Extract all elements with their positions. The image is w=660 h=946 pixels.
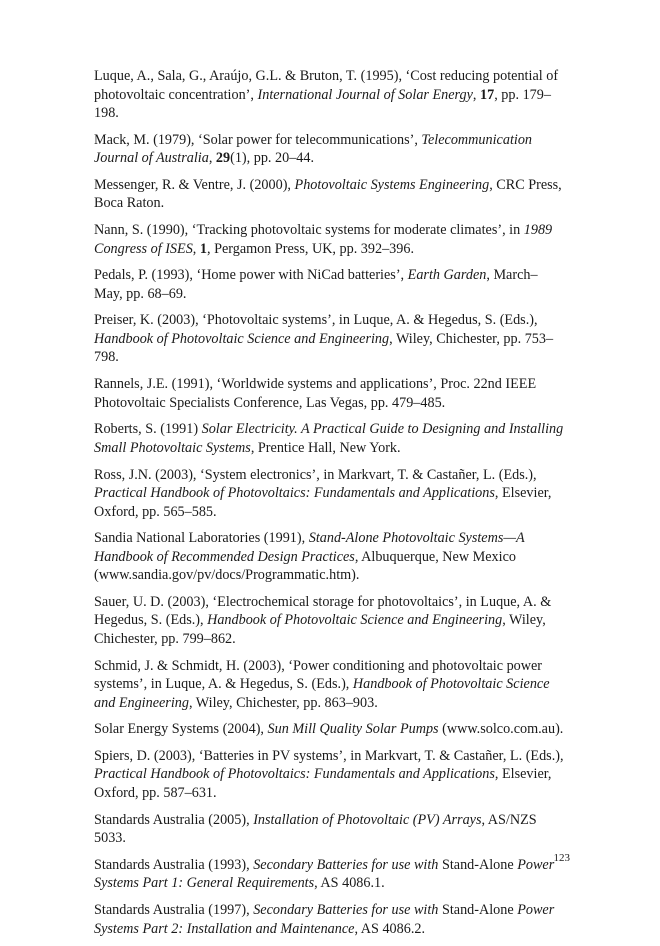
reference-text: , Pergamon Press, UK, pp. 392–396. bbox=[206, 240, 415, 257]
reference-text: Standards Australia (1997), bbox=[94, 902, 254, 918]
reference-text: , AS/NZS 5033. bbox=[94, 811, 537, 847]
reference-text: , pp. 179–198. bbox=[94, 86, 551, 121]
reference-title: Practical Handbook of Photovoltaics: Fundamentals and Applications bbox=[94, 485, 495, 501]
reference-title: Handbook of Photovoltaic Science and Engineering bbox=[207, 612, 503, 629]
reference-title: Stand-Alone Photovoltaic Systems—A Handbook of Recommended Design Practices bbox=[94, 530, 525, 565]
reference-title: Power Systems Part 1: General Requirements bbox=[94, 856, 555, 892]
reference-text: Solar Energy Systems (2004), bbox=[94, 721, 268, 738]
reference-list bbox=[94, 67, 564, 946]
reference-entry bbox=[94, 131, 564, 168]
reference-entry bbox=[94, 901, 564, 938]
reference-text: Spiers, D. (2003), ‘Batteries in PV systems’, in Markvart, T. & Castañer, L. (Eds.), bbox=[94, 747, 564, 764]
reference-text: Standards Australia (2005), bbox=[94, 811, 254, 828]
reference-text: (1), pp. 20–44. bbox=[230, 150, 315, 167]
reference-title: International Journal of Solar Energy bbox=[257, 86, 473, 103]
page-number: 123 bbox=[553, 852, 570, 864]
reference-title: Power Systems Part 2: Installation and Maintenance bbox=[94, 902, 555, 937]
reference-text: , Wiley, Chichester, pp. 799–862. bbox=[94, 612, 546, 647]
reference-title: Handbook of Photovoltaic Science and Engineering bbox=[94, 330, 390, 347]
reference-text: Nann, S. (1990), ‘Tracking photovoltaic systems for moderate climates’, in bbox=[94, 222, 524, 239]
reference-text: , Prentice Hall, New York. bbox=[250, 439, 401, 456]
reference-text: , bbox=[192, 240, 200, 257]
reference-text: , bbox=[208, 150, 216, 167]
reference-entry bbox=[94, 266, 564, 303]
reference-text: , Albuquerque, New Mexico (www.sandia.gov/pv/docs/Programmatic.htm). bbox=[94, 548, 516, 584]
reference-text: , Wiley, Chichester, pp. 753–798. bbox=[94, 330, 554, 366]
reference-title: Sun Mill Quality Solar Pumps bbox=[267, 721, 439, 738]
reference-title: Installation of Photovoltaic (PV) Arrays bbox=[253, 811, 482, 828]
reference-entry bbox=[94, 311, 564, 367]
reference-title: Handbook of Photovoltaic Science and Engineering bbox=[94, 676, 550, 711]
reference-entry bbox=[94, 67, 564, 123]
reference-text: (www.solco.com.au). bbox=[438, 721, 564, 738]
reference-title: Secondary Batteries for use with bbox=[253, 902, 439, 918]
reference-entry bbox=[94, 221, 564, 258]
reference-volume: 1 bbox=[199, 240, 207, 257]
reference-entry bbox=[94, 593, 564, 649]
reference-text: Preiser, K. (2003), ‘Photovoltaic systems’, in Luque, A. & Hegedus, S. (Eds.), bbox=[94, 312, 538, 329]
reference-text: , March–May, pp. 68–69. bbox=[94, 267, 538, 302]
reference-text: Rannels, J.E. (1991), ‘Worldwide systems and applications’, Proc. 22nd IEEE Photovoltaic Specialists Conference, Las Vegas, pp. 479–485. bbox=[94, 376, 537, 411]
reference-entry bbox=[94, 720, 564, 739]
reference-text: , bbox=[472, 86, 481, 103]
reference-title: 1989 Congress of ISES bbox=[94, 222, 553, 257]
reference-entry bbox=[94, 856, 564, 893]
reference-text: Stand-Alone bbox=[438, 902, 518, 918]
reference-text: Sauer, U. D. (2003), ‘Electrochemical storage for photovoltaics’, in Luque, A. & Hegedus, S. (Eds.), bbox=[94, 593, 552, 629]
reference-text: Mack, M. (1979), ‘Solar power for telecommunications’, bbox=[94, 131, 422, 148]
reference-text: Luque, A., Sala, G., Araújo, G.L. & Bruton, T. (1995), ‘Cost reducing potential of photovoltaic concentration’, bbox=[94, 68, 559, 103]
reference-entry bbox=[94, 375, 564, 412]
reference-title: Solar Electricity. A Practical Guide to Designing and Installing Small Photovoltaic Systems bbox=[94, 421, 564, 456]
reference-entry bbox=[94, 811, 564, 848]
reference-text: , CRC Press, Boca Raton. bbox=[94, 176, 562, 212]
reference-entry bbox=[94, 529, 564, 585]
reference-text: , AS 4086.2. bbox=[354, 920, 426, 937]
reference-entry bbox=[94, 466, 564, 522]
reference-text: Standards Australia (1993), bbox=[94, 856, 254, 873]
reference-text: , AS 4086.1. bbox=[314, 875, 385, 892]
reference-text: Ross, J.N. (2003), ‘System electronics’, in Markvart, T. & Castañer, L. (Eds.), bbox=[94, 466, 537, 483]
reference-text: Messenger, R. & Ventre, J. (2000), bbox=[94, 176, 295, 193]
reference-title: Practical Handbook of Photovoltaics: Fundamentals and Applications bbox=[94, 766, 495, 783]
reference-title: Photovoltaic Systems Engineering bbox=[294, 176, 490, 193]
reference-title: Telecommunication Journal of Australia bbox=[94, 131, 533, 167]
reference-text: Stand-Alone bbox=[438, 856, 518, 873]
reference-text: , Elsevier, Oxford, pp. 587–631. bbox=[94, 766, 552, 801]
reference-volume: 17 bbox=[480, 86, 495, 103]
reference-entry bbox=[94, 747, 564, 803]
reference-text: , Wiley, Chichester, pp. 863–903. bbox=[188, 694, 378, 711]
reference-text: , Elsevier, Oxford, pp. 565–585. bbox=[94, 485, 552, 520]
reference-text: Schmid, J. & Schmidt, H. (2003), ‘Power conditioning and photovoltaic power systems’, in Luque, A. & Hegedus, S. (Eds.), bbox=[94, 657, 543, 693]
reference-text: Pedals, P. (1993), ‘Home power with NiCad batteries’, bbox=[94, 267, 408, 284]
reference-entry bbox=[94, 176, 564, 213]
reference-title: Secondary Batteries for use with bbox=[253, 856, 439, 873]
reference-volume: 29 bbox=[215, 150, 231, 167]
reference-entry bbox=[94, 420, 564, 457]
reference-text: Roberts, S. (1991) bbox=[94, 421, 202, 438]
reference-text: Sandia National Laboratories (1991), bbox=[94, 530, 309, 547]
reference-entry bbox=[94, 657, 564, 713]
reference-title: Earth Garden bbox=[407, 267, 487, 284]
